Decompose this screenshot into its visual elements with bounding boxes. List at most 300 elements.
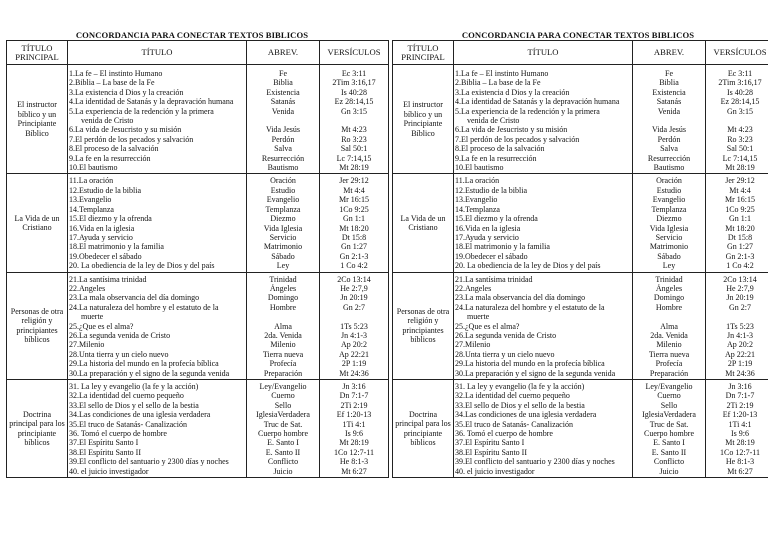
topic-verse: He 2:7,9 bbox=[340, 283, 368, 293]
topic-abbreviation: Perdón bbox=[271, 134, 295, 144]
topic-abbreviation: Biblia bbox=[659, 78, 679, 88]
section-titles bbox=[68, 174, 247, 272]
topic-abbreviation: Preparación bbox=[263, 368, 303, 378]
topic-title: 12.Estudio de la biblia bbox=[455, 185, 527, 195]
topic-title: 10.El bautismo bbox=[69, 163, 118, 173]
header-main-title: TÍTULO PRINCIPAL bbox=[7, 41, 68, 65]
topic-title: 1.La fe – El instinto Humano bbox=[455, 69, 549, 78]
topic-verse: Ec 3:11 bbox=[727, 69, 753, 78]
topic-verse: Gn 1:27 bbox=[727, 242, 753, 252]
topic-title: 11.La oración bbox=[69, 176, 114, 186]
document-title: CONCORDANCIA PARA CONECTAR TEXTOS BIBLICOS bbox=[75, 30, 309, 40]
header-row bbox=[7, 41, 389, 65]
topic-verse: Sal 50:1 bbox=[340, 144, 368, 154]
topic-verse: Ap 22:21 bbox=[725, 349, 755, 359]
topic-abbreviation: Evangelio bbox=[652, 195, 686, 205]
section-verses bbox=[320, 65, 389, 174]
topic-title: 36. Tomó el cuerpo de hombre bbox=[455, 429, 553, 439]
topic-verse bbox=[707, 312, 768, 321]
topic-title: 8.El proceso de la salvación bbox=[455, 144, 545, 154]
topic-abbreviation: Truc de Sat. bbox=[649, 419, 689, 429]
topic-title: 38.El Espíritu Santo II bbox=[69, 447, 141, 457]
section-main-title: La Vida de un Cristiano bbox=[7, 174, 68, 272]
topic-abbreviation: Ángeles bbox=[269, 283, 297, 293]
topic-abbreviation: Estudio bbox=[656, 185, 682, 195]
section-abbreviations bbox=[247, 174, 320, 272]
topic-verse: Is 40:28 bbox=[341, 87, 367, 97]
topic-title: 1.La fe – El instinto Humano bbox=[69, 69, 163, 78]
topic-abbreviation: Sábado bbox=[657, 251, 681, 261]
topic-title: 18.El matrimonio y la familia bbox=[69, 242, 164, 252]
topic-verse: 2P 1:19 bbox=[727, 359, 753, 369]
topic-title: 7.El perdón de los pecados y salvación bbox=[69, 134, 194, 144]
topic-verse: Mr 16:15 bbox=[339, 195, 369, 205]
topic-title: 15.El diezmo y la ofrenda bbox=[69, 214, 152, 224]
topic-abbreviation: Fe bbox=[665, 69, 673, 78]
topic-title: 20. La obediencia de la ley de Dios y del país bbox=[69, 261, 215, 271]
section-main-title: El instructor bíblico y un Principiante Bíblico bbox=[393, 65, 454, 174]
topic-title: 37.El Espíritu Santo I bbox=[455, 438, 525, 448]
topic-title: muerte bbox=[467, 312, 490, 322]
topic-verse: Jer 29:12 bbox=[725, 176, 755, 186]
topic-verse: 1Ti 4:1 bbox=[342, 419, 366, 429]
topic-verse: Gn 2:1-3 bbox=[725, 251, 755, 261]
topic-verse: Jer 29:12 bbox=[339, 176, 369, 186]
topic-abbreviation: Matrimonio bbox=[649, 242, 689, 252]
section-titles bbox=[68, 380, 247, 478]
topic-verse: Mt 18:20 bbox=[725, 223, 755, 233]
topic-title: 14.Templanza bbox=[455, 204, 500, 214]
concordance-panel-left bbox=[6, 30, 381, 478]
sections-body bbox=[7, 65, 389, 478]
topic-verse: Is 40:28 bbox=[727, 87, 753, 97]
topic-title: 29.La historia del mundo en la profecía bíblica bbox=[69, 359, 219, 369]
topic-verse: Jn 4:1-3 bbox=[727, 330, 753, 340]
topic-title: 39.El conflicto del santuario y 2300 días y noches bbox=[455, 457, 615, 467]
header-verses: VERSÍCULOS bbox=[320, 41, 389, 65]
topic-verse: Sal 50:1 bbox=[726, 144, 754, 154]
topic-verse: Dt 15:8 bbox=[727, 232, 753, 242]
topic-abbreviation: 2da. Venida bbox=[650, 330, 688, 340]
topic-abbreviation bbox=[634, 312, 704, 321]
topic-verse: Ap 20:2 bbox=[341, 340, 367, 350]
topic-title: 28.Unta tierra y un cielo nuevo bbox=[69, 349, 169, 359]
topic-abbreviation: Sábado bbox=[271, 251, 295, 261]
topic-verse: Ec 3:11 bbox=[341, 69, 367, 78]
topic-abbreviation: Bautismo bbox=[267, 163, 299, 173]
topic-title: 26.La segunda venida de Cristo bbox=[69, 330, 171, 340]
section-main-title: El instructor bíblico y un Principiante Bíblico bbox=[7, 65, 68, 174]
topic-abbreviation: Existencia bbox=[266, 87, 300, 97]
topic-verse bbox=[707, 116, 768, 125]
topic-verse: 2Co 13:14 bbox=[723, 274, 757, 284]
section-row bbox=[7, 380, 389, 478]
topic-abbreviation: Hombre bbox=[655, 302, 683, 312]
topic-verse: Mt 28:19 bbox=[339, 163, 369, 173]
topic-abbreviation: IglesiaVerdadera bbox=[642, 410, 696, 420]
header-abbr: ABREV. bbox=[633, 41, 706, 65]
topic-abbreviation: Juicio bbox=[659, 466, 679, 476]
topic-verse: Gn 3:15 bbox=[341, 106, 367, 116]
topic-verse: Mt 4:23 bbox=[341, 125, 367, 135]
topic-title: 6.La vida de Jesucristo y su misión bbox=[455, 125, 568, 135]
topic-abbreviation: Juicio bbox=[273, 466, 293, 476]
topic-title: venida de Cristo bbox=[81, 116, 134, 126]
topic-title: 9.La fe en la resurrección bbox=[455, 153, 537, 163]
topic-verse: Mt 4:4 bbox=[729, 185, 751, 195]
topic-title: 31. La ley y evangelio (la fe y la acción) bbox=[455, 382, 585, 391]
topic-title: 21.La santísima trinidad bbox=[455, 274, 533, 284]
section-verses bbox=[706, 272, 768, 379]
topic-verse: 1Co 9:25 bbox=[339, 204, 369, 214]
topic-title: 12.Estudio de la biblia bbox=[69, 185, 141, 195]
section-row bbox=[7, 174, 389, 272]
topic-title: 28.Unta tierra y un cielo nuevo bbox=[455, 349, 555, 359]
section-main-title: Doctrina principal para los principiante bíblicos bbox=[7, 380, 68, 478]
topic-title: 6.La vida de Jesucristo y su misión bbox=[69, 125, 182, 135]
topic-verse: 1 Co 4:2 bbox=[340, 261, 368, 271]
topic-verse: 1Co 12:7-11 bbox=[334, 447, 374, 457]
topic-abbreviation: Bautismo bbox=[653, 163, 685, 173]
section-abbreviations bbox=[247, 380, 320, 478]
section-row bbox=[393, 65, 768, 174]
topic-abbreviation: Matrimonio bbox=[263, 242, 303, 252]
topic-verse: Ap 22:21 bbox=[339, 349, 369, 359]
topic-abbreviation: Diezmo bbox=[270, 214, 296, 224]
topic-abbreviation: Estudio bbox=[270, 185, 296, 195]
topic-verse: Ro 3:23 bbox=[341, 134, 367, 144]
topic-verse: Gn 1:27 bbox=[341, 242, 367, 252]
topic-abbreviation: Conflicto bbox=[653, 457, 685, 467]
topic-title: 8.El proceso de la salvación bbox=[69, 144, 159, 154]
topic-verse: Ez 28:14,15 bbox=[334, 97, 374, 107]
topic-verse: Jn 4:1-3 bbox=[341, 330, 367, 340]
topic-abbreviation bbox=[248, 312, 318, 321]
topic-abbreviation: Tierra nueva bbox=[262, 349, 304, 359]
topic-verse: Gn 1:1 bbox=[343, 214, 365, 224]
topic-verse: Gn 1:1 bbox=[729, 214, 751, 224]
section-verses bbox=[706, 65, 768, 174]
topic-title: 15.El diezmo y la ofrenda bbox=[455, 214, 538, 224]
topic-title: 35.El truco de Satanás- Canalización bbox=[69, 419, 187, 429]
section-verses bbox=[320, 380, 389, 478]
topic-abbreviation: Cuerpo hombre bbox=[258, 429, 308, 439]
topic-verse: Dn 7:1-7 bbox=[725, 391, 755, 401]
topic-title: 20. La obediencia de la ley de Dios y del país bbox=[455, 261, 601, 271]
topic-verse: 2Co 13:14 bbox=[337, 274, 371, 284]
topic-abbreviation: Ley/Evangelio bbox=[259, 382, 307, 391]
topic-abbreviation: Biblia bbox=[273, 78, 293, 88]
topic-title: 14.Templanza bbox=[69, 204, 114, 214]
topic-abbreviation: Oración bbox=[656, 176, 682, 186]
topic-title: 32.La identidad del cuerno pequeño bbox=[69, 391, 184, 401]
topic-title: 34.Las condiciones de una iglesia verdadera bbox=[455, 410, 597, 420]
topic-verse: Ez 28:14,15 bbox=[720, 97, 760, 107]
topic-verse: 1Ts 5:23 bbox=[726, 321, 754, 331]
topic-title: 23.La mala observancia del día domingo bbox=[69, 293, 200, 303]
topic-title: 36. Tomó el cuerpo de hombre bbox=[69, 429, 167, 439]
topic-abbreviation: Vida Iglesia bbox=[649, 223, 689, 233]
section-row bbox=[393, 174, 768, 272]
header-main-title: TÍTULO PRINCIPAL bbox=[393, 41, 454, 65]
topic-abbreviation: Salva bbox=[660, 144, 678, 154]
topic-verse: Jn 3:16 bbox=[728, 382, 752, 391]
topic-abbreviation: Oración bbox=[270, 176, 296, 186]
topic-verse: He 2:7,9 bbox=[726, 283, 754, 293]
topic-abbreviation: Salva bbox=[274, 144, 292, 154]
topic-verse: Gn 3:15 bbox=[727, 106, 753, 116]
topic-title: 22.Angeles bbox=[69, 283, 106, 293]
topic-abbreviation: Truc de Sat. bbox=[263, 419, 303, 429]
topic-title: 39.El conflicto del santuario y 2300 días y noches bbox=[69, 457, 229, 467]
topic-abbreviation: E. Santo II bbox=[651, 447, 687, 457]
topic-title: 38.El Espíritu Santo II bbox=[455, 447, 527, 457]
topic-verse bbox=[321, 116, 387, 125]
topic-title: 5.La experiencia de la redención y la primera bbox=[455, 106, 600, 116]
topic-verse: Mt 6:27 bbox=[727, 466, 753, 476]
topic-verse: Lc 7:14,15 bbox=[336, 153, 372, 163]
topic-abbreviation: Satanás bbox=[270, 97, 296, 107]
topic-abbreviation: Perdón bbox=[657, 134, 681, 144]
section-row bbox=[7, 65, 389, 174]
topic-abbreviation: Milenio bbox=[270, 340, 296, 350]
topic-verse: Ro 3:23 bbox=[727, 134, 753, 144]
topic-verse: Is 9:6 bbox=[731, 429, 749, 439]
topic-verse bbox=[321, 312, 387, 321]
topic-title: 4.La identidad de Satanás y la depravación humana bbox=[455, 97, 620, 107]
topic-abbreviation: Vida Jesús bbox=[652, 125, 686, 135]
topic-verse: Dn 7:1-7 bbox=[339, 391, 369, 401]
section-verses bbox=[706, 380, 768, 478]
topic-title: 4.La identidad de Satanás y la depravación humana bbox=[69, 97, 234, 107]
topic-title: 19.Obedecer el sábado bbox=[455, 251, 528, 261]
topic-abbreviation: Fe bbox=[279, 69, 287, 78]
topic-title: 13.Evangelio bbox=[69, 195, 112, 205]
section-verses bbox=[706, 174, 768, 272]
topic-title: 27.Milenio bbox=[455, 340, 491, 350]
section-main-title: Personas de otra religión y principiantes bíblicos bbox=[7, 272, 68, 379]
topic-abbreviation: Domingo bbox=[267, 293, 299, 303]
topic-verse: Mr 16:15 bbox=[725, 195, 755, 205]
section-titles bbox=[454, 380, 633, 478]
topic-verse: 1Ti 4:1 bbox=[728, 419, 752, 429]
topic-abbreviation: Profecía bbox=[269, 359, 297, 369]
topic-verse: Mt 4:23 bbox=[727, 125, 753, 135]
section-titles bbox=[68, 65, 247, 174]
topic-abbreviation: Existencia bbox=[652, 87, 686, 97]
topic-title: 31. La ley y evangelio (la fe y la acción) bbox=[69, 382, 199, 391]
topic-abbreviation: Cuerno bbox=[271, 391, 295, 401]
topic-verse: 2P 1:19 bbox=[341, 359, 367, 369]
topic-abbreviation: E. Santo II bbox=[265, 447, 301, 457]
topic-title: 33.El sello de Dios y el sello de la bestia bbox=[69, 400, 199, 410]
topic-verse: Mt 4:4 bbox=[343, 185, 365, 195]
topic-verse: Lc 7:14,15 bbox=[722, 153, 758, 163]
topic-title: 22.Angeles bbox=[455, 283, 492, 293]
topic-abbreviation: E. Santo I bbox=[653, 438, 685, 448]
topic-verse: 1 Co 4:2 bbox=[726, 261, 754, 271]
concordance-table bbox=[392, 40, 768, 478]
topic-title: 24.La naturaleza del hombre y el estatuto de la bbox=[69, 302, 219, 312]
topic-verse: Ef 1:20-13 bbox=[722, 410, 758, 420]
header-verses: VERSÍCULOS bbox=[706, 41, 768, 65]
concordance-table bbox=[6, 40, 389, 478]
topic-title: 35.El truco de Satanás- Canalización bbox=[455, 419, 573, 429]
topic-abbreviation: Ángeles bbox=[655, 283, 683, 293]
section-abbreviations bbox=[633, 380, 706, 478]
topic-verse: Dt 15:8 bbox=[341, 232, 367, 242]
topic-title: 26.La segunda venida de Cristo bbox=[455, 330, 557, 340]
topic-verse: Is 9:6 bbox=[345, 429, 363, 439]
topic-verse: Mt 18:20 bbox=[339, 223, 369, 233]
section-titles bbox=[454, 272, 633, 379]
topic-verse: Gn 2:1-3 bbox=[339, 251, 369, 261]
topic-abbreviation: Profecía bbox=[655, 359, 683, 369]
topic-abbreviation: Conflicto bbox=[267, 457, 299, 467]
topic-verse: Mt 28:19 bbox=[725, 163, 755, 173]
topic-abbreviation: Satanás bbox=[656, 97, 682, 107]
topic-abbreviation: Alma bbox=[660, 321, 678, 331]
topic-title: 17.Ayuda y servicio bbox=[455, 232, 519, 242]
topic-title: 3.La existencia d Dios y la creación bbox=[455, 87, 570, 97]
topic-title: 25.¿Que es el alma? bbox=[69, 321, 134, 331]
topic-title: muerte bbox=[81, 312, 104, 322]
section-titles bbox=[68, 272, 247, 379]
topic-title: 17.Ayuda y servicio bbox=[69, 232, 133, 242]
topic-title: 9.La fe en la resurrección bbox=[69, 153, 151, 163]
topic-abbreviation: 2da. Venida bbox=[264, 330, 302, 340]
topic-abbreviation: Alma bbox=[274, 321, 292, 331]
topic-abbreviation: Hombre bbox=[269, 302, 297, 312]
topic-title: 3.La existencia d Dios y la creación bbox=[69, 87, 184, 97]
topic-title: 2.Biblia – La base de la Fe bbox=[455, 78, 541, 88]
topic-title: 30.La preparación y el signo de la segunda venida bbox=[69, 368, 230, 378]
topic-verse: Mt 24:36 bbox=[339, 368, 369, 378]
topic-abbreviation: Milenio bbox=[656, 340, 682, 350]
topic-abbreviation: Sello bbox=[274, 400, 292, 410]
topic-abbreviation: Ley bbox=[662, 261, 676, 271]
topic-title: 32.La identidad del cuerno pequeño bbox=[455, 391, 570, 401]
topic-title: 25.¿Que es el alma? bbox=[455, 321, 520, 331]
topic-title: 11.La oración bbox=[455, 176, 500, 186]
topic-abbreviation: Cuerno bbox=[657, 391, 681, 401]
topic-title: 30.La preparación y el signo de la segunda venida bbox=[455, 368, 616, 378]
topic-abbreviation: Preparación bbox=[649, 368, 689, 378]
topic-abbreviation: Evangelio bbox=[266, 195, 300, 205]
section-verses bbox=[320, 174, 389, 272]
header-title: TÍTULO bbox=[454, 41, 633, 65]
topic-title: 5.La experiencia de la redención y la primera bbox=[69, 106, 214, 116]
topic-verse: 1Ts 5:23 bbox=[340, 321, 368, 331]
section-main-title: Personas de otra religión y principiantes bíblicos bbox=[393, 272, 454, 379]
topic-abbreviation: Venida bbox=[657, 106, 681, 116]
section-abbreviations bbox=[247, 272, 320, 379]
section-titles bbox=[454, 65, 633, 174]
topic-abbreviation: IglesiaVerdadera bbox=[256, 410, 310, 420]
topic-verse: Mt 28:19 bbox=[339, 438, 369, 448]
topic-verse: Ef 1:20-13 bbox=[336, 410, 372, 420]
topic-abbreviation: Vida Iglesia bbox=[263, 223, 303, 233]
topic-title: 16.Vida en la iglesia bbox=[69, 223, 135, 233]
topic-abbreviation: Tierra nueva bbox=[648, 349, 690, 359]
topic-abbreviation: Venida bbox=[271, 106, 295, 116]
section-abbreviations bbox=[247, 65, 320, 174]
topic-abbreviation bbox=[634, 116, 704, 125]
header-row bbox=[393, 41, 768, 65]
topic-verse: Gn 2:7 bbox=[729, 302, 751, 312]
topic-abbreviation: Trinidad bbox=[655, 274, 683, 284]
topic-abbreviation: Trinidad bbox=[269, 274, 297, 284]
topic-abbreviation: Servicio bbox=[655, 232, 683, 242]
topic-title: 16.Vida en la iglesia bbox=[455, 223, 521, 233]
topic-title: venida de Cristo bbox=[467, 116, 520, 126]
topic-verse: Gn 2:7 bbox=[343, 302, 365, 312]
topic-abbreviation: Templanza bbox=[651, 204, 687, 214]
topic-verse: 1Co 9:25 bbox=[725, 204, 755, 214]
topic-abbreviation: Sello bbox=[660, 400, 678, 410]
topic-title: 24.La naturaleza del hombre y el estatuto de la bbox=[455, 302, 605, 312]
topic-title: 34.Las condiciones de una iglesia verdadera bbox=[69, 410, 211, 420]
section-row bbox=[7, 272, 389, 379]
topic-title: 40. el juicio investigador bbox=[69, 466, 149, 476]
section-abbreviations bbox=[633, 272, 706, 379]
topic-abbreviation: Ley bbox=[276, 261, 290, 271]
topic-verse: He 8:1-3 bbox=[339, 457, 369, 467]
topic-title: 37.El Espíritu Santo I bbox=[69, 438, 139, 448]
topic-verse: 1Co 12:7-11 bbox=[720, 447, 760, 457]
topic-title: 23.La mala observancia del día domingo bbox=[455, 293, 586, 303]
topic-title: 33.El sello de Dios y el sello de la bestia bbox=[455, 400, 585, 410]
topic-verse: 2Tim 3:16,17 bbox=[718, 78, 762, 88]
topic-verse: Mt 28:19 bbox=[725, 438, 755, 448]
document-title: CONCORDANCIA PARA CONECTAR TEXTOS BIBLICOS bbox=[461, 30, 695, 40]
topic-title: 29.La historia del mundo en la profecía bíblica bbox=[455, 359, 605, 369]
topic-abbreviation: Templanza bbox=[265, 204, 301, 214]
topic-title: 21.La santísima trinidad bbox=[69, 274, 147, 284]
topic-verse: Jn 20:19 bbox=[340, 293, 368, 303]
topic-abbreviation: Servicio bbox=[269, 232, 297, 242]
topic-title: 2.Biblia – La base de la Fe bbox=[69, 78, 155, 88]
section-main-title: La Vida de un Cristiano bbox=[393, 174, 454, 272]
sections-body bbox=[393, 65, 768, 478]
topic-abbreviation bbox=[248, 116, 318, 125]
topic-verse: Jn 20:19 bbox=[726, 293, 754, 303]
topic-abbreviation: Domingo bbox=[653, 293, 685, 303]
topic-verse: Jn 3:16 bbox=[342, 382, 366, 391]
section-verses bbox=[320, 272, 389, 379]
topic-verse: Mt 6:27 bbox=[341, 466, 367, 476]
topic-abbreviation: Vida Jesús bbox=[266, 125, 300, 135]
section-row bbox=[393, 380, 768, 478]
topic-abbreviation: Diezmo bbox=[656, 214, 682, 224]
section-main-title: Doctrina principal para los principiante bíblicos bbox=[393, 380, 454, 478]
topic-title: 27.Milenio bbox=[69, 340, 105, 350]
topic-verse: Ap 20:2 bbox=[727, 340, 753, 350]
section-abbreviations bbox=[633, 174, 706, 272]
topic-title: 7.El perdón de los pecados y salvación bbox=[455, 134, 580, 144]
topic-verse: 2Ti 2:19 bbox=[340, 400, 368, 410]
header-abbr: ABREV. bbox=[247, 41, 320, 65]
topic-verse: 2Ti 2:19 bbox=[726, 400, 754, 410]
topic-title: 18.El matrimonio y la familia bbox=[455, 242, 550, 252]
topic-verse: Mt 24:36 bbox=[725, 368, 755, 378]
topic-abbreviation: Cuerpo hombre bbox=[644, 429, 694, 439]
section-abbreviations bbox=[633, 65, 706, 174]
topic-abbreviation: Ley/Evangelio bbox=[645, 382, 693, 391]
topic-title: 19.Obedecer el sábado bbox=[69, 251, 142, 261]
topic-verse: 2Tim 3:16,17 bbox=[332, 78, 376, 88]
topic-title: 40. el juicio investigador bbox=[455, 466, 535, 476]
